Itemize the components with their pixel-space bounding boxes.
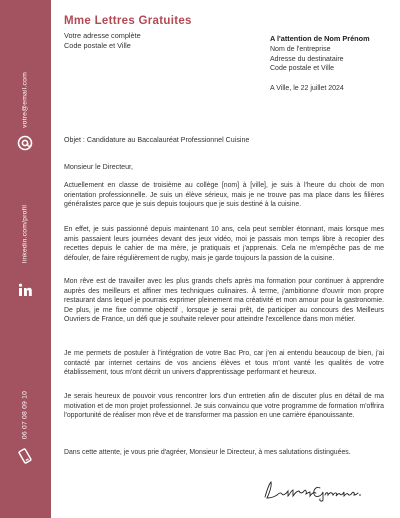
sidebar bbox=[0, 0, 51, 518]
letter-salutation: Monsieur le Directeur, bbox=[64, 163, 133, 171]
sidebar-email[interactable]: votre@email.com bbox=[21, 72, 29, 128]
phone-icon bbox=[17, 448, 33, 464]
sidebar-linkedin[interactable]: linkedin.com/profil bbox=[21, 204, 29, 264]
paragraph-4: Je me permets de postuler à l'intégration de votre Bac Pro, car j'en ai entendu beaucoup de bien, j'ai contacté par internet certains de vos anciens élèves et tous m'ont vanté les qualités de votre établissement, tous m'ont décrit un univers d'apprentissage performant et heureux. bbox=[64, 350, 384, 377]
paragraph-5: Je serais heureux de pouvoir vous rencontrer lors d'un entretien afin de discuter plus en détail de ma motivation et de mon projet professionnel. Je suis convaincu que votre programme de formation m'offrira l'opportunité de réaliser mon rêve et de transformer ma passion en une carrière épanouissante. bbox=[64, 393, 384, 420]
sender-name: Mme Lettres Gratuites bbox=[64, 15, 192, 27]
sender-postal-city: Code postale et Ville bbox=[64, 40, 131, 50]
paragraph-1: Actuellement en classe de troisième au collège [nom] à [ville], je suis à l'heure du choix de mon orientation professionnelle. Je suis un élève sérieux, mais je ne trouve pas ma place dans les filières généralistes parce que je suis depuis toujours que je suis destiné à la cuisine. bbox=[64, 182, 384, 209]
at-icon bbox=[17, 135, 33, 151]
recipient-company: Nom de l'entreprise bbox=[270, 46, 331, 53]
recipient-address-block bbox=[270, 45, 344, 74]
linkedin-icon bbox=[17, 282, 33, 298]
letter-date: A Ville, le 22 juillet 2024 bbox=[270, 85, 344, 92]
sender-address-block bbox=[64, 31, 141, 50]
sidebar-phone[interactable]: 06 07 08 09 10 bbox=[21, 390, 29, 440]
paragraph-6: Dans cette attente, je vous prie d'agréer, Monsieur le Directeur, à mes salutations distinguées. bbox=[64, 449, 351, 456]
letter-subject: Objet : Candidature au Baccalauréat Professionnel Cuisine bbox=[64, 136, 250, 144]
signature bbox=[262, 478, 362, 502]
sender-address: Votre adresse complète bbox=[64, 31, 141, 40]
recipient-address: Adresse du destinataire bbox=[270, 55, 344, 63]
recipient-postal-city: Code postale et Ville bbox=[270, 65, 335, 72]
paragraph-2: En effet, je suis passionné depuis maintenant 10 ans, cela peut sembler étonnant, mais lorsque mes amis passaient leurs journées devant des jeux vidéo, moi je passais mon temps libre à recopier des recettes depuis le cahier de ma mère, je pratiquais et j'apprenais. Cela ne m'empêche pas de me défouler, de faire régulièrement de rugby, mais je garde toujours la passion de la cuisine. bbox=[64, 226, 384, 262]
recipient-attention: A l'attention de Nom Prénom bbox=[270, 34, 370, 43]
paragraph-3: Mon rêve est de travailler avec les plus grands chefs après ma formation pour continuer à apprendre auprès des meilleurs et affiner mes techniques culinaires. À terme, j'ambitionne d'ouvrir mon propre restaurant dans lequel je pourrais exprimer pleinement ma créativité et mon amour pour la gastronomie. De plus, je me fixe comme objectif , lorsque je serai prêt, de participer au concours des Meilleurs Ouvriers de France, un défi que je souhaite relever pour atteindre l'excellence dans mon métier. bbox=[64, 278, 384, 324]
